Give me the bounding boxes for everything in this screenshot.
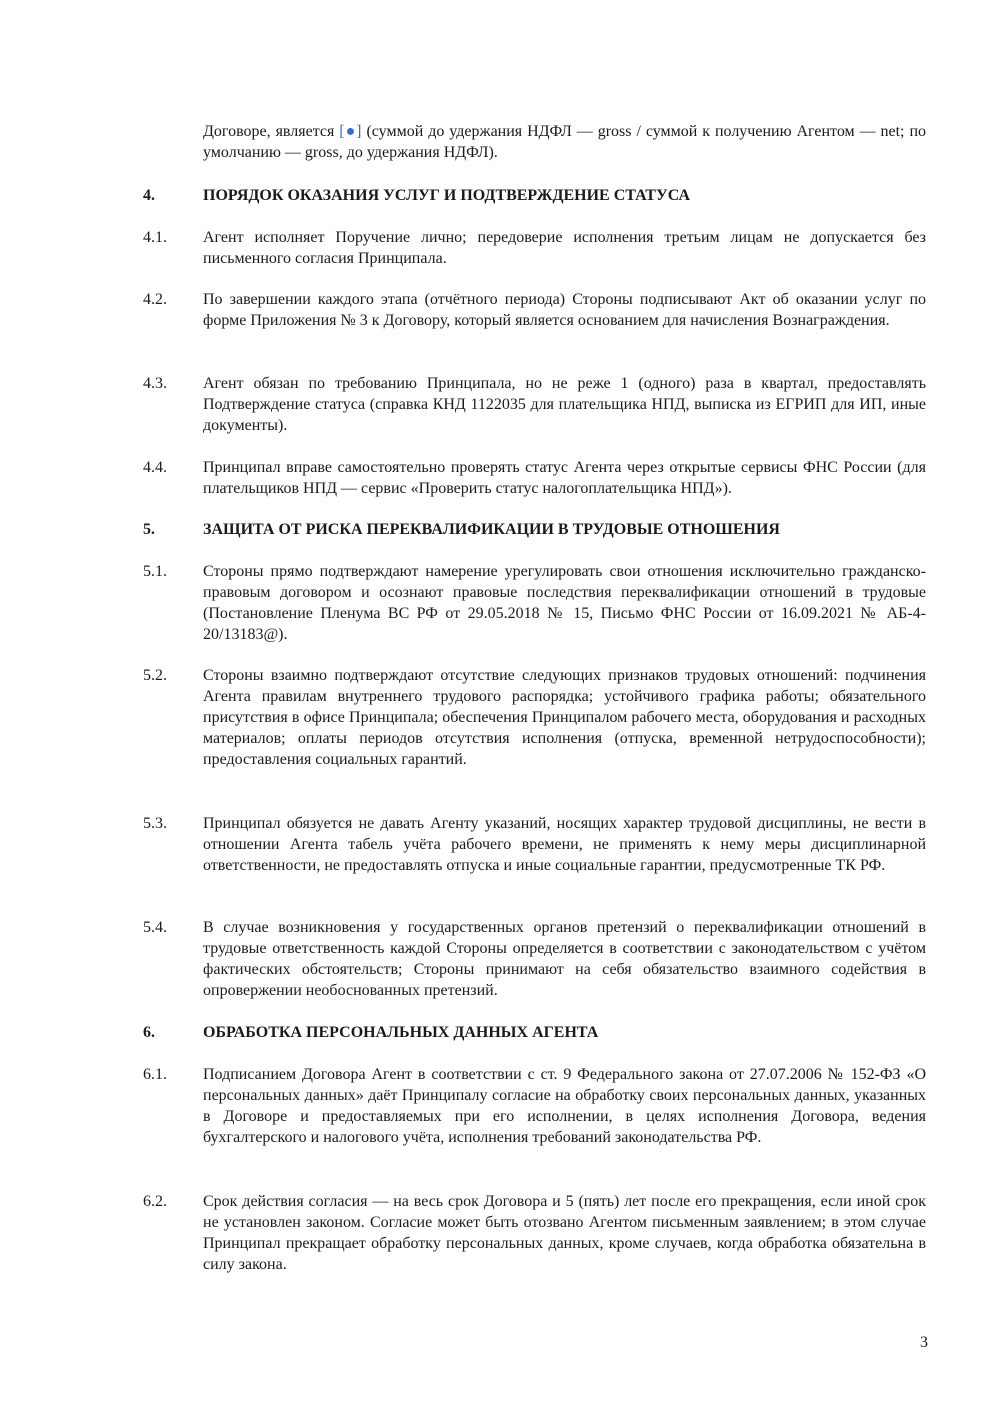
clause-text: Срок действия согласия — на весь срок Договора и 5 (пять) лет после его прекращения, если иной срок не установлен законом. Согласие может быть отозвано Агентом письменным заявлением; в этом случае Принципал прекращает обработку персональных данных, кроме случаев, когда обработка обязательна в силу закона. <box>203 1193 926 1273</box>
clause-text: Агент исполняет Поручение лично; передоверие исполнения третьим лицам не допускается без письменного согласия Принципала. <box>203 229 926 267</box>
section-number: 6. <box>143 1024 155 1041</box>
section-number: 4. <box>143 187 155 204</box>
clause-4-4 <box>143 457 926 499</box>
clause-text: Стороны прямо подтверждают намерение урегулировать свои отношения исключительно гражданско-правовым договором и осознают правовые последствия переквалификации отношений в трудовые (Постановление Пленума ВС РФ от 29.05.2018 № 15, Письмо ФНС России от 16.09.2021 № АБ-4-20/13183@). <box>203 563 926 643</box>
clause-text: В случае возникновения у государственных органов претензий о переквалификации отношений в трудовые ответственность каждой Стороны определяется в соответствии с законодательством с учётом фактических обстоятельств; Стороны принимают на себя обязательство взаимного содействия в опровержении необоснованных претензий. <box>203 919 926 999</box>
clause-number: 4.2. <box>143 291 167 308</box>
clause-text: Стороны взаимно подтверждают отсутствие следующих признаков трудовых отношений: подчинения Агента правилам внутреннего трудового распорядка; устойчивого графика работы; обязательного присутствия в офисе Принципала; обеспечения Принципалом рабочего места, оборудования и расходных материалов; оплаты периодов отсутствия исполнения (отпуска, временной нетрудоспособности); предоставления социальных гарантий. <box>203 667 926 768</box>
clause-number: 5.2. <box>143 667 167 684</box>
continuation-text-after: (суммой до удержания НДФЛ — gross / суммой к получению Агентом — net; по умолчанию — gross, до удержания НДФЛ). <box>203 123 926 161</box>
continuation-text-before: Договоре, является <box>203 123 340 140</box>
clause-number: 5.3. <box>143 815 167 832</box>
clause-4-3 <box>143 373 926 436</box>
clause-5-2 <box>143 665 926 770</box>
clause-number: 6.2. <box>143 1193 167 1210</box>
continuation-paragraph <box>203 121 926 163</box>
clause-number: 6.1. <box>143 1066 167 1083</box>
clause-5-1 <box>143 561 926 645</box>
clause-number: 5.4. <box>143 919 167 936</box>
clause-6-1 <box>143 1064 926 1148</box>
clause-4-2 <box>143 289 926 331</box>
section-title: ПОРЯДОК ОКАЗАНИЯ УСЛУГ И ПОДТВЕРЖДЕНИЕ СТАТУСА <box>203 187 691 204</box>
clause-text: Агент обязан по требованию Принципала, но не реже 1 (одного) раза в квартал, предоставлять Подтверждение статуса (справка КНД 1122035 для плательщика НПД, выписка из ЕГРИП для ИП, иные документы). <box>203 375 926 434</box>
clause-text: Подписанием Договора Агент в соответствии с ст. 9 Федерального закона от 27.07.2006 № 152-ФЗ «О персональных данных» даёт Принципалу согласие на обработку своих персональных данных, указанных в Договоре и предоставляемых при его исполнении, в целях исполнения Договора, ведения бухгалтерского и налогового учёта, исполнения требований законодательства РФ. <box>203 1066 926 1146</box>
clause-number: 4.4. <box>143 459 167 476</box>
section-number: 5. <box>143 521 155 538</box>
clause-5-3 <box>143 813 926 876</box>
section-title: ОБРАБОТКА ПЕРСОНАЛЬНЫХ ДАННЫХ АГЕНТА <box>203 1024 599 1041</box>
clause-number: 4.1. <box>143 229 167 246</box>
clause-4-1 <box>143 227 926 269</box>
clause-number: 5.1. <box>143 563 167 580</box>
clause-text: По завершении каждого этапа (отчётного периода) Стороны подписывают Акт об оказании услуг по форме Приложения № 3 к Договору, который является основанием для начисления Вознаграждения. <box>203 291 926 329</box>
page-number: 3 <box>920 1334 928 1351</box>
fill-in-placeholder: [●] <box>339 123 362 140</box>
clause-text: Принципал вправе самостоятельно проверять статус Агента через открытые сервисы ФНС России (для плательщиков НПД — сервис «Проверить статус налогоплательщика НПД»). <box>203 459 926 497</box>
clause-text: Принципал обязуется не давать Агенту указаний, носящих характер трудовой дисциплины, не вести в отношении Агента табель учёта рабочего времени, не применять к нему меры дисциплинарной ответственности, не предоставлять отпуска и иные социальные гарантии, предусмотренные ТК РФ. <box>203 815 926 874</box>
clause-6-2 <box>143 1191 926 1275</box>
clause-5-4 <box>143 917 926 1001</box>
clause-number: 4.3. <box>143 375 167 392</box>
section-title: ЗАЩИТА ОТ РИСКА ПЕРЕКВАЛИФИКАЦИИ В ТРУДОВЫЕ ОТНОШЕНИЯ <box>203 521 780 538</box>
